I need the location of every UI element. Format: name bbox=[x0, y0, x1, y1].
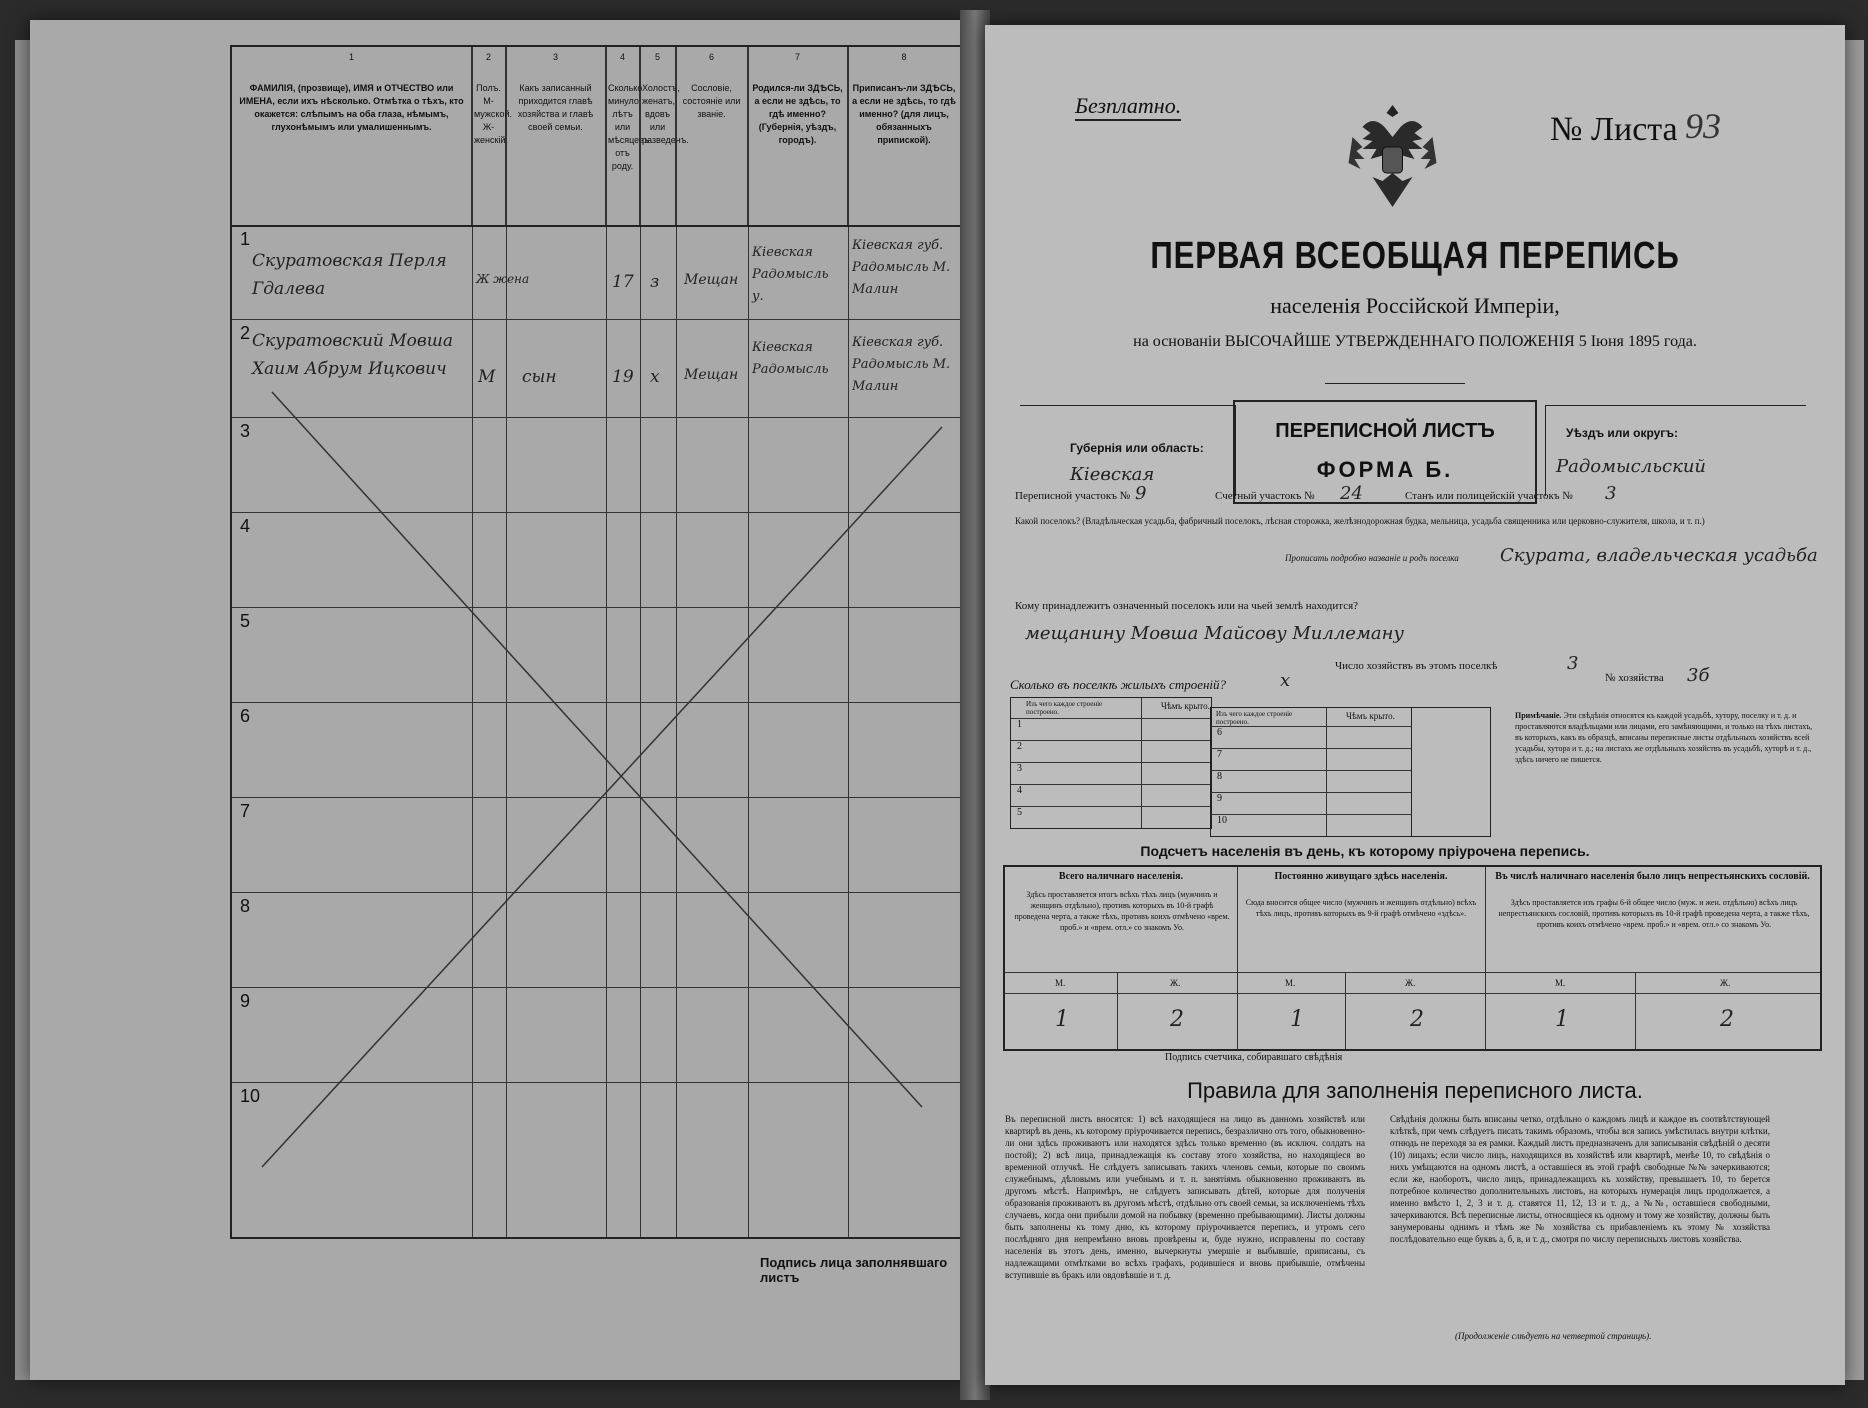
entry-1-registered: Кіевская губ. Радомысль М. Малин bbox=[852, 238, 951, 297]
row-number: 4 bbox=[240, 516, 251, 536]
cross-out-mark bbox=[232, 47, 962, 1237]
police-area-label: Станъ или полицейскій участокъ № bbox=[1405, 490, 1573, 502]
buildings-value: х bbox=[1280, 670, 1291, 691]
buildings-table-right-tail bbox=[1410, 707, 1491, 837]
buildings-header-material: Изъ чего каждое строеніе построено. bbox=[1216, 710, 1293, 726]
settlement-hint: Прописать подробно названіе и родъ поселка bbox=[1285, 553, 1459, 563]
household-number-label: № хозяйства bbox=[1605, 672, 1664, 684]
table-row: 3 bbox=[1011, 762, 1211, 785]
count-1-female: 2 bbox=[1170, 1007, 1184, 1032]
row-number: 1 bbox=[240, 229, 251, 249]
owner-question: Кому принадлежитъ означенный поселокъ или на чьей землѣ находится? bbox=[1015, 600, 1359, 612]
province-value: Кіевская bbox=[1070, 464, 1155, 485]
entry-1-estate: Мещан bbox=[684, 272, 739, 288]
table-row bbox=[1005, 972, 1820, 973]
double-headed-eagle-icon bbox=[1340, 97, 1445, 217]
table-row: 10 bbox=[1211, 814, 1411, 837]
left-page bbox=[30, 20, 970, 1380]
buildings-header-roof: Чѣмъ крыто. bbox=[1346, 711, 1395, 721]
table-row: 9 bbox=[1211, 792, 1411, 815]
right-page bbox=[985, 25, 1845, 1385]
uezd-box bbox=[1545, 405, 1806, 496]
row-number: 9 bbox=[240, 991, 251, 1011]
households-value: 3 bbox=[1567, 653, 1579, 674]
settlement-question: Какой поселокъ? (Владѣльческая усадьба, фабричный поселокъ, лѣсная сторожка, желѣзнодорожная будка, мельница, усадьба священника или церковно-служителя, школа, и т. п.) bbox=[1015, 516, 1705, 526]
buildings-header-material: Изъ чего каждое строеніе построено. bbox=[1026, 700, 1103, 716]
uezd-value: Радомысльский bbox=[1556, 456, 1707, 477]
col-header-6: 6 Сословіе, состояніе или званіе. bbox=[676, 47, 748, 225]
table-row: 5 bbox=[1011, 806, 1211, 829]
legal-basis: на основаніи ВЫСОЧАЙШЕ УТВЕРЖДЕННАГО ПОЛОЖЕНІЯ 5 Іюня 1895 года. bbox=[1133, 333, 1697, 350]
table-row: 7 bbox=[1211, 748, 1411, 771]
row-number: 7 bbox=[240, 801, 251, 821]
count-1-male: 1 bbox=[1055, 1007, 1069, 1032]
count-2-female: 2 bbox=[1410, 1007, 1424, 1032]
entry-1-name: Скуратовская Перля Гдалева bbox=[252, 251, 447, 299]
col-header-2: 2 Полъ. М-мужской. Ж-женскій. bbox=[472, 47, 506, 225]
col-header-3: 3 Какъ записанный приходится главѣ хозяйства и главѣ своей семьи. bbox=[506, 47, 606, 225]
table-divider bbox=[1635, 972, 1636, 1049]
table-divider bbox=[1117, 972, 1118, 1049]
count-group-2-title: Постоянно живущаго здѣсь населенія. bbox=[1274, 871, 1448, 882]
count-group-1-title: Всего наличнаго населенія. bbox=[1058, 871, 1184, 882]
entry-1-age: 17 bbox=[612, 272, 634, 292]
rules-left-column: Въ переписной листъ вносятся: 1) всѣ находящіеся на лицо въ данномъ хозяйствѣ или квартирѣ въ день, къ которому пріурочивается перепись, безразлично отъ того, обыкновенно-ли они здѣсь проживаютъ или находятся здѣсь только временно (въ исключ. солдатъ на постой); 2) всѣ лица, принадлежащія къ составу этого хозяйства, но находящіеся во временной отлучкѣ. Не слѣдуетъ записывать такихъ членовъ семьи, которые по своимъ служебнымъ, дѣловымъ или учебнымъ и т. п. занятіямъ обыкновенно проживаютъ въ другомъ мѣстѣ. Напримѣръ, не слѣдуетъ записывать дѣтей, которые для полученія образованія проживаютъ въ другомъ мѣстѣ, отдѣльно отъ своей семьи, за исключеніемъ тѣхъ случаевъ, когда они прибыли домой на побывку (временно пребывающими). Листы должны быть заполнены къ тому дню, къ которому пріурочивается перепись, и утромъ сего послѣдняго дня непремѣнно вновь провѣрены и, буде нужно, исправлены по составу населенія въ этотъ день, именно, вычеркнуты умершіе и выбывшіе, приписаны, съ надлежащими отмѣтками во всѣхъ графахъ, родившіеся и вновь прибывшіе, отмѣчены вступившіе въ бракъ или овдовѣвшіе и т. д. bbox=[1005, 1114, 1365, 1280]
counting-area-label: Счетный участокъ № bbox=[1215, 490, 1315, 502]
census-area-label: Переписной участокъ № bbox=[1015, 490, 1131, 502]
counting-area-value: 24 bbox=[1340, 483, 1363, 504]
table-row: 6 bbox=[1211, 726, 1411, 749]
entry-2-sex: М bbox=[478, 367, 496, 387]
signature-label: Подпись лица заполнявшаго листъ bbox=[760, 1255, 948, 1285]
buildings-table-left bbox=[1010, 697, 1212, 829]
table-row: 1 bbox=[1011, 718, 1211, 741]
counter-signature-label: Подпись счетчика, собиравшаго свѣдѣнія bbox=[1165, 1052, 1343, 1063]
entry-1-sex: Ж жена bbox=[476, 272, 530, 286]
entry-2-registered: Кіевская губ. Радомысль М. Малин bbox=[852, 335, 951, 394]
count-3-male: 1 bbox=[1555, 1007, 1569, 1032]
census-subtitle: населенія Россійской Имперіи, bbox=[1270, 293, 1560, 318]
col-header-1: 1 ФАМИЛІЯ, (прозвище), ИМЯ и ОТЧЕСТВО или ИМЕНА, если ихъ нѣсколько. Отмѣтка о тѣхъ, кто окажется: слѣпымъ на оба глаза, нѣмымъ, глухонѣмымъ или умалишеннымъ. bbox=[232, 47, 472, 225]
sheet-number-value: 93 bbox=[1685, 106, 1721, 146]
female-label: Ж. bbox=[1405, 978, 1416, 988]
continuation-note: (Продолженіе слѣдуетъ на четвертой страницѣ). bbox=[1455, 1331, 1652, 1341]
col-header-8: 8 Приписанъ-ли ЗДѢСЬ, а если не здѣсь, то гдѣ именно? (для лицъ, обязанныхъ припиской). bbox=[852, 52, 956, 145]
province-label: Губернія или область: bbox=[1070, 441, 1204, 455]
buildings-table-right bbox=[1210, 707, 1412, 837]
divider bbox=[1325, 383, 1465, 384]
table-divider bbox=[1237, 867, 1238, 1049]
female-label: Ж. bbox=[1720, 978, 1731, 988]
entry-2-role: сын bbox=[522, 367, 557, 387]
entry-2-estate: Мещан bbox=[684, 367, 739, 383]
row-number: 2 bbox=[240, 323, 251, 343]
table-divider bbox=[1485, 867, 1486, 1049]
table-row: 2 bbox=[1011, 740, 1211, 763]
settlement-value: Скурата, владельческая усадьба bbox=[1500, 545, 1818, 566]
count-group-2-desc: Сюда вносится общее число (мужчинъ и женщинъ отдѣльно) всѣхъ тѣхъ лицъ, противъ которыхъ въ 9-й графѣ отмѣчено «здѣсь». bbox=[1245, 898, 1477, 918]
census-title: ПЕРВАЯ ВСЕОБЩАЯ ПЕРЕПИСЬ bbox=[1150, 235, 1680, 277]
table-row bbox=[1005, 993, 1820, 994]
count-group-3-title: Въ числѣ наличнаго населенія было лицъ непрестьянскихъ сословій. bbox=[1495, 871, 1810, 882]
male-label: М. bbox=[1285, 978, 1296, 988]
male-label: М. bbox=[1555, 978, 1566, 988]
col-header-4: 4 Сколько минуло лѣтъ или мѣсяцевъ отъ роду. bbox=[606, 47, 640, 225]
row-number: 5 bbox=[240, 611, 251, 631]
entry-2-age: 19 bbox=[612, 367, 634, 387]
household-number-value: 3б bbox=[1687, 665, 1710, 686]
owner-value: мещанину Мовша Майсову Миллеману bbox=[1025, 623, 1404, 644]
police-area-value: 3 bbox=[1605, 483, 1617, 504]
note: Примѣчаніе. Эти свѣдѣнія относятся къ каждой усадьбѣ, хутору, поселку и т. д. и проставляются владѣльцами или лицами, его замѣняющими, и только на тѣхъ листахъ, въ которыхъ, какъ въ образцѣ, вписаны переписные листы отдѣльныхъ хозяйствъ всей усадьбы, хутора и т. д.; на листахъ же отдѣльныхъ хозяйствъ въ усадьбѣ, хуторѣ и т. д., здѣсь ничего не пишется. bbox=[1515, 711, 1813, 764]
count-2-male: 1 bbox=[1290, 1007, 1304, 1032]
census-area-value: 9 bbox=[1135, 483, 1147, 504]
rules-title: Правила для заполненія переписного листа. bbox=[1187, 1078, 1643, 1103]
households-label: Число хозяйствъ въ этомъ поселкѣ bbox=[1335, 660, 1498, 672]
form-title: ПЕРЕПИСНОЙ ЛИСТЪ bbox=[1275, 420, 1495, 442]
rules-right-column: Свѣдѣнія должны быть вписаны четко, отдѣльно о каждомъ лицѣ и каждое въ соотвѣтствующей клѣткѣ, при чемъ слѣдуетъ писать такимъ образомъ, чтобы вся запись умѣстилась внутри клѣтки, отнюдь не переходя за ея рамки. Каждый листъ предназначенъ для записыванія свѣдѣній о десяти (10) лицахъ; если число лицъ, находящихся въ хозяйствѣ или квартирѣ, менѣе 10, то свѣдѣнія о нихъ умѣщаются на одномъ листѣ, а оставшіеся въ этой графѣ свободные №№ зачеркиваются; если же, наоборотъ, число лицъ, принадлежащихъ къ хозяйству, превышаетъ 10, то берется потребное количество дополнительныхъ листовъ, на которыхъ нумерація лицъ продолжается, а именно вмѣсто 1, 2, 3 и т. д. ставятся 11, 12, 13 и т. д., а №№, оставшіеся свободными, зачеркиваются. Всѣ переписные листы, относящіеся къ одному и тому же хозяйству, должны быть занумерованы однимъ и тѣмъ же № хозяйства съ прибавленіемъ къ этому № хозяйства послѣдовательно еще буквъ а, б, в, и т. д., смотря по числу переписныхъ листовъ хозяйства. bbox=[1390, 1114, 1770, 1244]
row-number: 8 bbox=[240, 896, 251, 916]
entry-1-marital: з bbox=[650, 272, 660, 292]
form-title-box bbox=[1233, 400, 1537, 504]
census-table bbox=[230, 45, 964, 1239]
count-group-3-desc: Здѣсь проставляется изъ графы 6-й общее число (муж. и жен. отдѣльно) всѣхъ лицъ непрестьянскихъ сословій, противъ которыхъ въ 10-й графѣ проведена черта, а также тѣхъ, противъ коихъ отмѣчено «врем. проб.» и «врем. отл.» со знакомъ Уо. bbox=[1498, 898, 1810, 929]
entry-2-born: Кіевская Радомысль bbox=[752, 340, 829, 377]
female-label: Ж. bbox=[1170, 978, 1181, 988]
population-count-table bbox=[1003, 865, 1822, 1051]
form-subtitle: ФОРМА Б. bbox=[1316, 457, 1454, 482]
table-divider bbox=[1345, 972, 1346, 1049]
free-stamp: Безплатно. bbox=[1075, 93, 1181, 121]
buildings-label: Сколько въ поселкѣ жилыхъ строеній? bbox=[1010, 677, 1227, 692]
row-number: 10 bbox=[240, 1086, 261, 1106]
row-number: 6 bbox=[240, 706, 251, 726]
table-row: 4 bbox=[1011, 784, 1211, 807]
buildings-header-roof: Чѣмъ крыто. bbox=[1161, 701, 1210, 711]
population-count-title: Подсчетъ населенія въ день, къ которому пріурочена перепись. bbox=[1140, 843, 1590, 859]
sheet-number-label: № Листа bbox=[1550, 111, 1678, 148]
entry-2-name: Скуратовский Мовша Хаим Абрум Ицкович bbox=[252, 331, 454, 379]
province-box bbox=[1020, 405, 1236, 496]
count-group-1-desc: Здѣсь проставляется итогъ всѣхъ тѣхъ лицъ (мужчинъ и женщинъ отдѣльно), противъ которыхъ въ 10-й графѣ проведена черта, а также тѣхъ, противъ коихъ отмѣчено «врем. проб.» и «врем. отл.» со знакомъ Уо. bbox=[1014, 890, 1230, 932]
male-label: М. bbox=[1055, 978, 1066, 988]
row-number: 3 bbox=[240, 421, 251, 441]
count-3-female: 2 bbox=[1720, 1007, 1734, 1032]
table-row: 8 bbox=[1211, 770, 1411, 793]
col-header-7: 7 Родился-ли ЗДѢСЬ, а если не здѣсь, то гдѣ именно? (Губернія, уѣздъ, городъ). bbox=[748, 47, 848, 225]
entry-1-born: Кіевская Радомысль у. bbox=[752, 245, 829, 304]
uezd-label: Уѣздъ или округъ: bbox=[1566, 426, 1679, 440]
entry-2-marital: х bbox=[650, 367, 660, 387]
col-header-5: 5 Холостъ, женатъ, вдовъ или разведенъ. bbox=[640, 47, 676, 225]
